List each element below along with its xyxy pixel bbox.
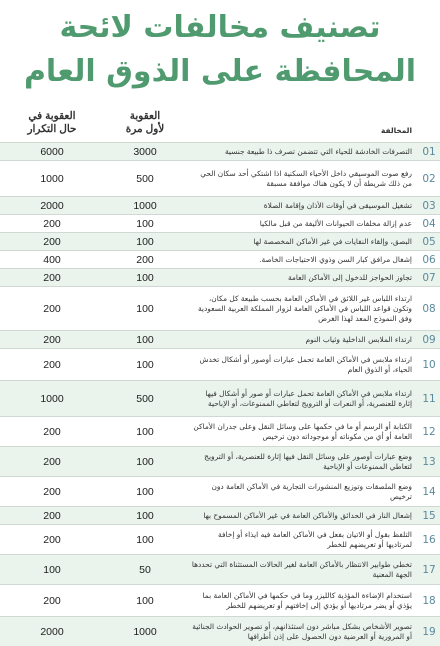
row-number: 12 — [422, 425, 436, 438]
row-number: 01 — [422, 145, 436, 158]
row-number: 17 — [422, 563, 436, 576]
row-violation-text: رفع صوت الموسيقي داخل الأحياء السكنية اذا اشتكي أحد سكان الحي من ذلك شريطة أن لا يكون هناك موافقة مسبقة — [200, 168, 412, 188]
row-first-penalty: 3000 — [133, 145, 157, 158]
row-first-penalty: 500 — [136, 392, 154, 405]
row-repeat-penalty: 100 — [43, 563, 61, 576]
table-row — [0, 268, 440, 286]
row-first-penalty: 100 — [136, 425, 154, 438]
header-first-time: العقوبة لأول مرة — [125, 110, 165, 135]
table-row — [0, 142, 440, 160]
row-number: 04 — [422, 217, 436, 230]
row-violation-text: ارتداء ملابس في الأماكن العامة تحمل عبارات أوصور أو أشكال تخدش الحياء، أو الذوق العام — [199, 354, 412, 374]
table-row — [0, 524, 440, 554]
row-repeat-penalty: 200 — [43, 302, 61, 315]
row-violation-text: وضع الملصقات وتوزيع المنشورات التجارية في الأماكن العامة دون ترخيص — [211, 481, 412, 501]
row-first-penalty: 1000 — [133, 625, 157, 638]
table-row — [0, 416, 440, 446]
table-row — [0, 348, 440, 380]
row-number: 06 — [422, 253, 436, 266]
header-violation: المخالفة — [381, 126, 412, 135]
row-number: 05 — [422, 235, 436, 248]
row-repeat-penalty: 200 — [43, 217, 61, 230]
table-header — [0, 98, 440, 142]
row-repeat-penalty: 200 — [43, 235, 61, 248]
violations-table — [0, 98, 440, 646]
table-body — [0, 142, 440, 646]
row-repeat-penalty: 6000 — [40, 145, 64, 158]
row-violation-text: ارتداء ملابس في الأماكن العامة تحمل عبارات أو صور أو أشكال فيها إثارة للعنصرية، أو النعرات أو الترويج لتعاطي الممنوعات، أو الإباحية — [205, 388, 412, 408]
row-repeat-penalty: 200 — [43, 271, 61, 284]
row-violation-text: عدم إزالة مخلفات الحيوانات الأليفة من قبل مالكيا — [259, 218, 412, 228]
table-row — [0, 250, 440, 268]
table-row — [0, 330, 440, 348]
row-number: 15 — [422, 509, 436, 522]
table-row — [0, 214, 440, 232]
row-first-penalty: 100 — [136, 509, 154, 522]
row-violation-text: استخدام الإضاءة المؤذية كالليزر وما في حكمها في الأماكن العامة بما يؤذي أو يضر مرتاديها أو يؤدي إلى إخافتهم أو تعريضهم للخطر — [202, 590, 412, 610]
row-number: 03 — [422, 199, 436, 212]
table-row — [0, 554, 440, 584]
table-row — [0, 506, 440, 524]
row-number: 07 — [422, 271, 436, 284]
table-row — [0, 286, 440, 330]
row-repeat-penalty: 200 — [43, 509, 61, 522]
row-first-penalty: 100 — [136, 594, 154, 607]
row-first-penalty: 500 — [136, 172, 154, 185]
table-row — [0, 584, 440, 616]
row-first-penalty: 50 — [139, 563, 151, 576]
row-repeat-penalty: 2000 — [40, 199, 64, 212]
row-number: 11 — [422, 392, 436, 405]
row-repeat-penalty: 200 — [43, 455, 61, 468]
row-violation-text: إشغال مرافق كبار السن وذوي الاحتياجات الخاصة. — [259, 254, 412, 264]
row-violation-text: تخطي طوابير الانتظار بالأماكن العامة لغير الحالات المستثناة التي تحددها الجهة المعنية — [191, 559, 412, 579]
row-violation-text: الكتابة أو الرسم أو ما في حكمها على وسائل النقل وعلى جدران الأماكن العامة أو أي من مكوناته أو موجوداته دون ترخيص — [193, 421, 412, 441]
row-violation-text: التصرفات الخادشة للحياء التي تتضمن تصرف ذا طبيعة جنسية — [224, 146, 412, 156]
row-violation-text: ارتداء اللباس غير اللائق في الأماكن العامة بحسب طبيعة كل مكان، وتكون قواعد اللباس في الأماكن العامة لزوار المملكة العربية السعودية وفق النموذج المعد لهذا الغرض — [197, 293, 412, 323]
row-repeat-penalty: 200 — [43, 333, 61, 346]
row-number: 19 — [422, 625, 436, 638]
row-repeat-penalty: 200 — [43, 533, 61, 546]
table-row — [0, 616, 440, 646]
row-first-penalty: 100 — [136, 235, 154, 248]
row-violation-text: تجاوز الحواجز للدخول إلى الأماكن العامة — [287, 272, 412, 282]
row-violation-text: التلفظ بقول أو الاتيان بفعل في الأماكن العامة فيه ايذاء أو إخافة لمرتاديها أو تعريضهم للخطر — [218, 529, 412, 549]
row-violation-text: تصوير الأشخاص بشكل مباشر دون استئذانهم، أو تصوير الحوادث الجنائية أو المرورية أو العرضية دون الحصول على إذن أطرافها — [192, 621, 412, 641]
row-first-penalty: 100 — [136, 358, 154, 371]
title-line-2: المحافظة على الذوق العام — [23, 54, 417, 89]
row-first-penalty: 100 — [136, 533, 154, 546]
row-first-penalty: 100 — [136, 217, 154, 230]
row-repeat-penalty: 400 — [43, 253, 61, 266]
row-number: 14 — [422, 485, 436, 498]
row-first-penalty: 1000 — [133, 199, 157, 212]
row-number: 10 — [422, 358, 436, 371]
row-first-penalty: 100 — [136, 455, 154, 468]
row-repeat-penalty: 1000 — [40, 392, 64, 405]
row-repeat-penalty: 200 — [43, 425, 61, 438]
row-repeat-penalty: 200 — [43, 594, 61, 607]
row-violation-text: وضع عبارات أوصور على وسائل النقل فيها إثارة للعنصرية، أو الترويج لتعاطي الممنوعات أو الإباحية — [204, 451, 412, 471]
row-first-penalty: 200 — [136, 253, 154, 266]
row-number: 09 — [422, 333, 436, 346]
row-violation-text: إشعال النار في الحدائق والأماكن العامة في غير الأماكن المسموح بها — [203, 510, 412, 520]
table-row — [0, 232, 440, 250]
row-first-penalty: 100 — [136, 333, 154, 346]
header-repeat: العقوبة في حال التكرار — [27, 110, 77, 135]
row-number: 08 — [422, 302, 436, 315]
table-row — [0, 476, 440, 506]
row-first-penalty: 100 — [136, 485, 154, 498]
row-violation-text: البصق، وإلقاء النفايات في غير الأماكن المخصصة لها — [253, 236, 412, 246]
row-repeat-penalty: 200 — [43, 485, 61, 498]
row-repeat-penalty: 1000 — [40, 172, 64, 185]
row-number: 02 — [422, 172, 436, 185]
table-row — [0, 380, 440, 416]
table-row — [0, 160, 440, 196]
row-number: 18 — [422, 594, 436, 607]
row-repeat-penalty: 200 — [43, 358, 61, 371]
row-violation-text: ارتداء الملابس الداخلية وثياب النوم — [305, 334, 412, 344]
title-line-1: تصنيف مخالفات لائحة — [59, 10, 381, 45]
table-row — [0, 446, 440, 476]
table-row — [0, 196, 440, 214]
row-first-penalty: 100 — [136, 302, 154, 315]
row-number: 16 — [422, 533, 436, 546]
row-violation-text: تشغيل الموسيقى في أوقات الأذان وإقامة الصلاة — [263, 200, 412, 210]
row-first-penalty: 100 — [136, 271, 154, 284]
row-repeat-penalty: 2000 — [40, 625, 64, 638]
page-title — [0, 0, 440, 94]
row-number: 13 — [422, 455, 436, 468]
